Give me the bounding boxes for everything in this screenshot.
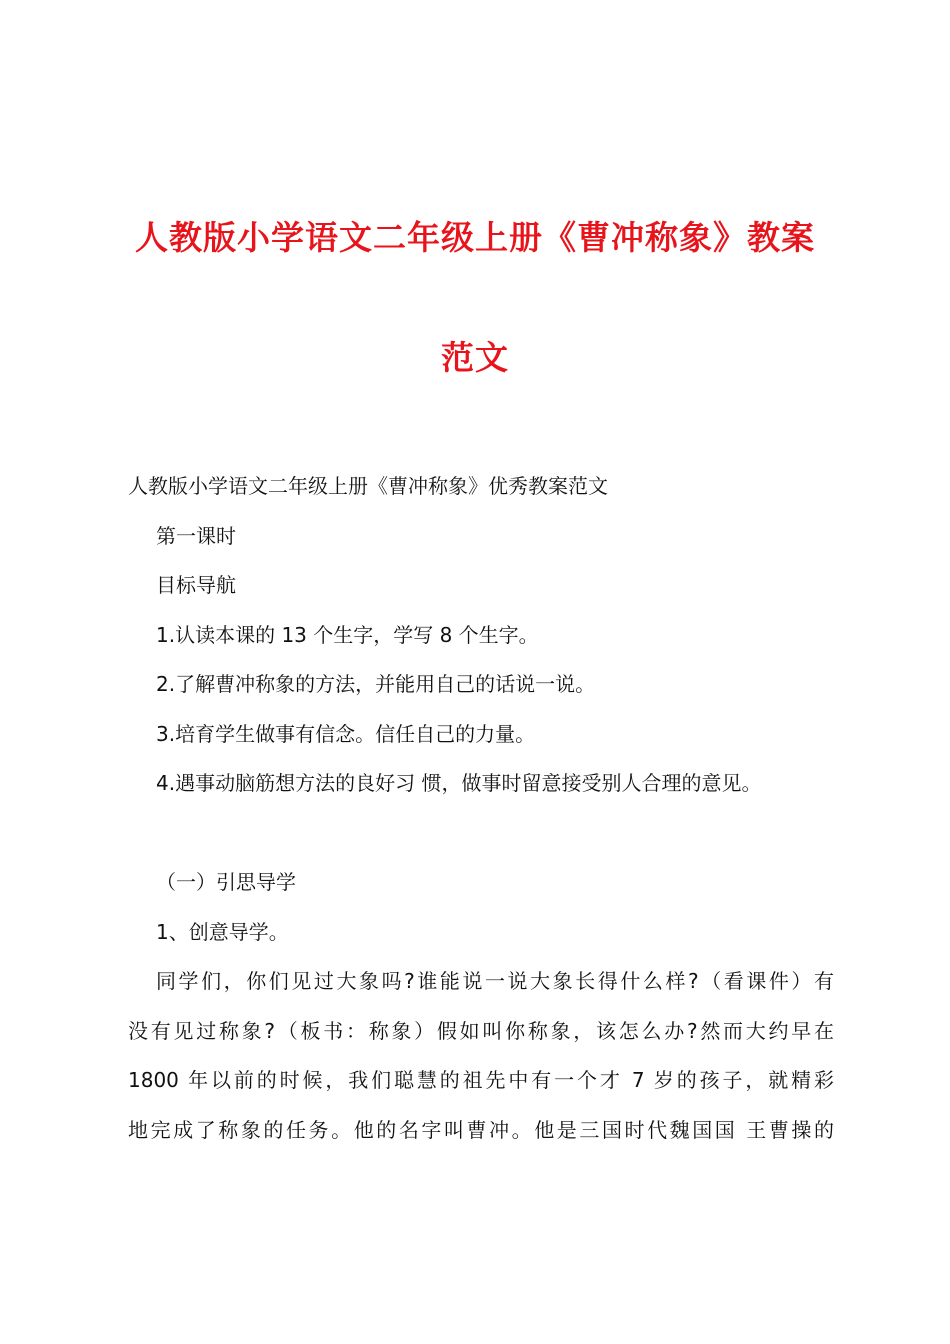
goal-item: 2.了解曹冲称象的方法，并能用自己的话说一说。 [156, 672, 596, 696]
document-subtitle: 人教版小学语文二年级上册《曹冲称象》优秀教案范文 [128, 474, 608, 498]
goal-section-heading: 目标导航 [156, 573, 236, 597]
spacer [128, 809, 834, 859]
goal-item: 4.遇事动脑筋想方法的良好习 惯，做事时留意接受别人合理的意见。 [156, 771, 762, 795]
paragraph-line: 1800 年以前的时候，我们聪慧的祖先中有一个才 7 岁的孩子，就精彩 [128, 1068, 834, 1092]
step-one-heading: 1、创意导学。 [156, 919, 289, 944]
goal-item: 1.认读本课的 13 个生字，学写 8 个生字。 [156, 622, 539, 647]
part-one-heading: （一）引思导学 [156, 870, 296, 894]
lesson-heading: 第一课时 [156, 523, 236, 548]
document-title-line-2: 范文 [441, 338, 509, 377]
paragraph-line: 没有见过称象?（板书：称象）假如叫你称象，该怎么办?然而大约早在 [128, 1018, 834, 1043]
document-body [128, 462, 834, 1155]
paragraph-line: 同学们，你们见过大象吗?谁能说一说大象长得什么样?（看课件）有 [156, 969, 834, 993]
document-title-line-1: 人教版小学语文二年级上册《曹冲称象》教案 [135, 218, 815, 257]
goal-item: 3.培育学生做事有信念。信任自己的力量。 [156, 721, 536, 746]
paragraph-line: 地完成了称象的任务。他的名字叫曹冲。他是三国时代魏国国 王曹操的 [128, 1117, 834, 1142]
intro-paragraph [128, 957, 834, 1155]
